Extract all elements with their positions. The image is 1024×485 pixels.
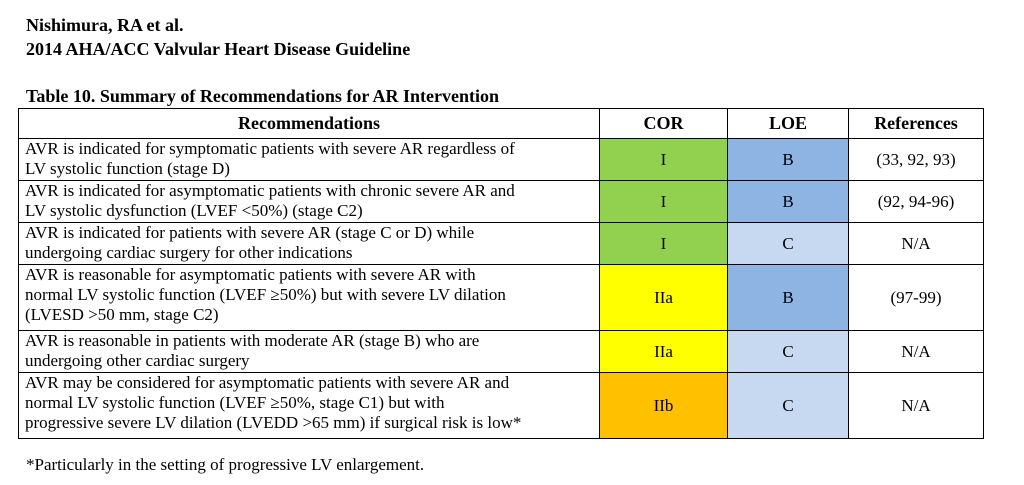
footnote: *Particularly in the setting of progressive LV enlargement.: [26, 455, 425, 474]
table-row: [19, 331, 984, 373]
loe-cell: B: [728, 265, 849, 331]
cor-cell: IIa: [600, 265, 728, 331]
references-cell: (97-99): [849, 265, 984, 331]
references-cell: N/A: [849, 373, 984, 439]
references-cell: (92, 94-96): [849, 181, 984, 223]
recommendation-line: (LVESD >50 mm, stage C2): [25, 305, 219, 324]
table-row: [19, 373, 984, 439]
recommendation-cell: [19, 265, 600, 331]
recommendation-line: AVR is indicated for asymptomatic patients with chronic severe AR and: [25, 181, 515, 200]
references-cell: (33, 92, 93): [849, 139, 984, 181]
table-row: [19, 139, 984, 181]
column-header-recommendations: Recommendations: [19, 109, 600, 139]
recommendations-table: [18, 108, 984, 439]
table-row: [19, 223, 984, 265]
recommendation-cell: [19, 331, 600, 373]
loe-cell: B: [728, 181, 849, 223]
column-header-references: References: [849, 109, 984, 139]
loe-cell: C: [728, 223, 849, 265]
recommendation-line: LV systolic function (stage D): [25, 159, 230, 178]
table-header-row: [19, 109, 984, 139]
cor-cell: IIb: [600, 373, 728, 439]
recommendation-line: AVR is reasonable for asymptomatic patients with severe AR with: [25, 265, 476, 284]
recommendation-line: normal LV systolic function (LVEF ≥50%, stage C1) but with: [25, 393, 445, 412]
recommendation-line: normal LV systolic function (LVEF ≥50%) but with severe LV dilation: [25, 285, 506, 304]
loe-cell: C: [728, 331, 849, 373]
references-cell: N/A: [849, 223, 984, 265]
recommendation-line: undergoing other cardiac surgery: [25, 351, 250, 370]
author-line: Nishimura, RA et al.: [26, 15, 184, 35]
loe-cell: C: [728, 373, 849, 439]
recommendation-cell: [19, 139, 600, 181]
loe-cell: B: [728, 139, 849, 181]
references-cell: N/A: [849, 331, 984, 373]
guideline-title: 2014 AHA/ACC Valvular Heart Disease Guideline: [26, 39, 411, 59]
table-title: Table 10. Summary of Recommendations for AR Intervention: [26, 86, 499, 106]
recommendation-cell: [19, 373, 600, 439]
recommendation-line: AVR is indicated for symptomatic patients with severe AR regardless of: [25, 139, 515, 158]
column-header-loe: LOE: [728, 109, 849, 139]
recommendation-line: LV systolic dysfunction (LVEF <50%) (stage C2): [25, 201, 363, 220]
document-header: [26, 13, 410, 61]
recommendation-line: undergoing cardiac surgery for other indications: [25, 243, 353, 262]
recommendation-line: AVR is indicated for patients with severe AR (stage C or D) while: [25, 223, 475, 242]
recommendation-line: progressive severe LV dilation (LVEDD >65 mm) if surgical risk is low*: [25, 413, 522, 432]
recommendation-line: AVR may be considered for asymptomatic patients with severe AR and: [25, 373, 510, 392]
recommendation-cell: [19, 223, 600, 265]
cor-cell: I: [600, 139, 728, 181]
recommendation-cell: [19, 181, 600, 223]
table-row: [19, 181, 984, 223]
cor-cell: I: [600, 223, 728, 265]
column-header-cor: COR: [600, 109, 728, 139]
cor-cell: IIa: [600, 331, 728, 373]
recommendation-line: AVR is reasonable in patients with moderate AR (stage B) who are: [25, 331, 480, 350]
cor-cell: I: [600, 181, 728, 223]
table-row: [19, 265, 984, 331]
